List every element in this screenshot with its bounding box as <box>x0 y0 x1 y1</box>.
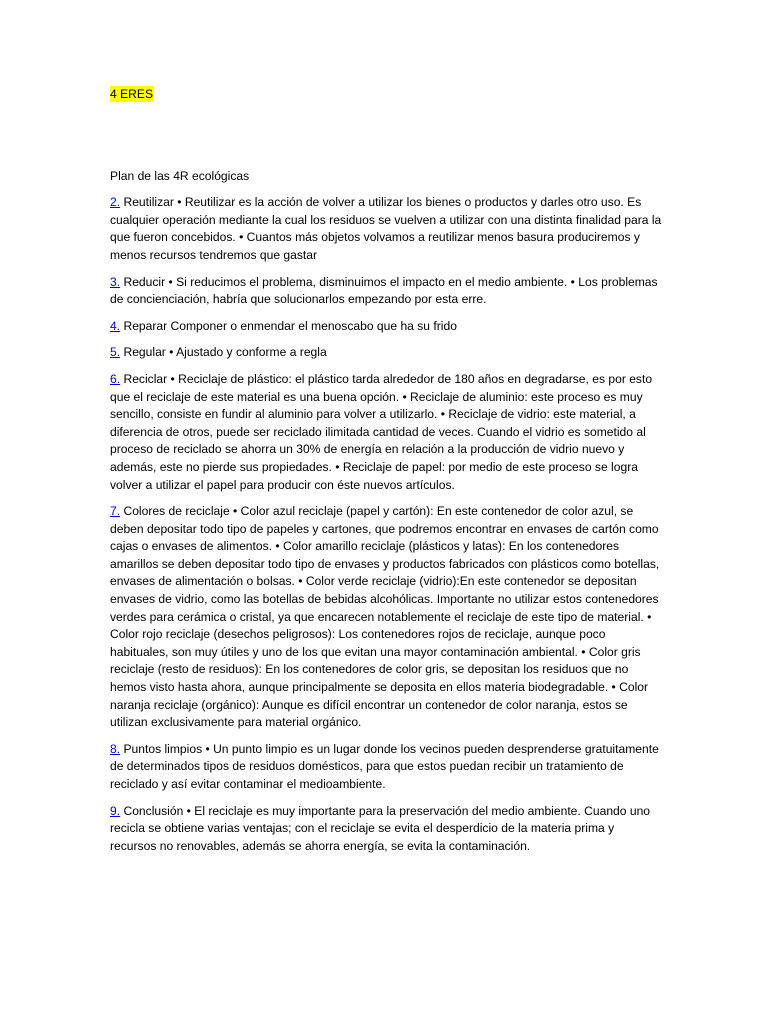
list-item-puntos-limpios <box>110 741 662 794</box>
item-text: Colores de reciclaje • Color azul reciclaje (papel y cartón): En este contenedor de color azul, se deben depositar todo tipo de papeles y cartones, que podremos encontrar en envases de cartón como cajas o envases de alimentos. • Color amarillo reciclaje (plásticos y latas): En los contenedores amarillos se deben depositar todo tipo de envases y productos fabricados con plásticos como botellas, envases de alimentación o bolsas. • Color verde reciclaje (vidrio):En este contenedor se depositan envases de vidrio, como las botellas de bebidas alcohólicas. Importante no utilizar estos contenedores verdes para cerámica o cristal, ya que encarecen notablemente el reciclaje de este tipo de material. • Color rojo reciclaje (desechos peligrosos): Los contenedores rojos de reciclaje, aunque poco habituales, son muy útiles y uno de los que evitan una mayor contaminación ambiental. • Color gris reciclaje (resto de residuos): En los contenedores de color gris, se depositan los residuos que no hemos visto hasta ahora, aunque principalmente se deposita en ellos materia biodegradable. • Color naranja reciclaje (orgánico): Aunque es difícil encontrar un contenedor de color naranja, estos se utilizan exclusivamente para material orgánico. <box>110 504 660 730</box>
document-page <box>110 86 662 864</box>
item-text: Conclusión • El reciclaje es muy importante para la preservación del medio ambiente. Cuando uno recicla se obtiene varias ventajas; con el reciclaje se evita el desperdicio de la materia prima y recursos no renovables, además se ahorra energía, se evita la contaminación. <box>110 803 651 853</box>
item-number-link[interactable]: 8. <box>110 741 121 756</box>
item-text: Reutilizar • Reutilizar es la acción de volver a utilizar los bienes o productos y darles otro uso. Es cualquier operación mediante la cual los residuos se vuelven a utilizar con una distinta finalidad para la que fueron concebidos. • Cuantos más objetos volvamos a reutilizar menos basura produciremos y menos recursos tendremos que gastar <box>110 195 662 262</box>
item-text: Regular • Ajustado y conforme a regla <box>123 345 327 360</box>
item-number-link[interactable]: 2. <box>110 195 121 210</box>
item-text: Reciclar • Reciclaje de plástico: el plástico tarda alrededor de 180 años en degradarse, es por esto que el reciclaje de este material es una buena opción. • Reciclaje de aluminio: este proceso es muy sencillo, consiste en fundir al aluminio para volver a utilizarlo. • Reciclaje de vidrio: este material, a diferencia de otros, puede ser reciclado ilimitada cantidad de veces. Cuando el vidrio es sometido al proceso de reciclado se ahorra un 30% de energía en relación a la producción de vidrio nuevo y además, este no pierde sus propiedades. • Reciclaje de papel: por medio de este proceso se logra volver a utilizar el papel para producir con éste nuevos artículos. <box>110 371 653 492</box>
list-item-colores <box>110 503 662 732</box>
list-item-reparar <box>110 318 662 336</box>
list-item-reutilizar <box>110 194 662 264</box>
item-number-link[interactable]: 3. <box>110 274 121 289</box>
item-number-link[interactable]: 5. <box>110 345 121 360</box>
item-number-link[interactable]: 4. <box>110 318 121 333</box>
item-text: Reducir • Si reducimos el problema, disminuimos el impacto en el medio ambiente. • Los problemas de concienciación, habría que solucionarlos empezando por esta erre. <box>110 274 658 307</box>
list-item-conclusion <box>110 803 662 856</box>
item-text: Reparar Componer o enmendar el menoscabo que ha su frido <box>123 318 457 333</box>
list-item-reciclar <box>110 371 662 494</box>
document-heading: 4 ERES <box>110 87 154 101</box>
list-item-reducir <box>110 274 662 309</box>
item-number-link[interactable]: 9. <box>110 803 121 818</box>
item-number-link[interactable]: 7. <box>110 504 121 519</box>
list-item-regular <box>110 344 662 362</box>
item-text: Puntos limpios • Un punto limpio es un lugar donde los vecinos pueden desprenderse gratuitamente de determinados tipos de residuos domésticos, para que estos puedan recibir un tratamiento de reciclado y así evitar contaminar el medioambiente. <box>110 741 659 791</box>
item-number-link[interactable]: 6. <box>110 371 121 386</box>
document-subtitle: Plan de las 4R ecológicas <box>110 168 250 183</box>
